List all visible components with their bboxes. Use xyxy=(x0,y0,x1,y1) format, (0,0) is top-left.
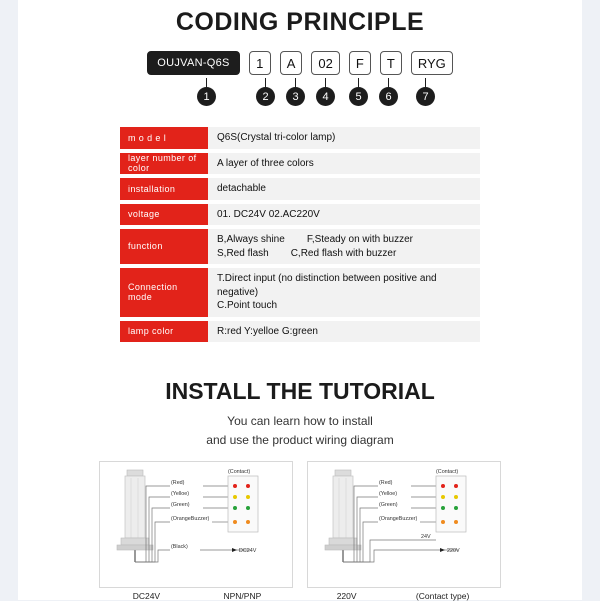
spec-table xyxy=(120,127,480,342)
svg-text:(Red): (Red) xyxy=(379,480,393,487)
tutorial-subtitle-line2: and use the product wiring diagram xyxy=(206,432,394,447)
bullet-2-label: 2 xyxy=(262,90,269,103)
tutorial-subtitle xyxy=(18,412,582,449)
spec-row-voltage xyxy=(120,204,480,226)
bullet-3-label: 3 xyxy=(292,90,299,103)
svg-text:(Yelloe): (Yelloe) xyxy=(171,491,190,498)
tick-5 xyxy=(358,78,359,87)
bullet-1-label: 1 xyxy=(203,90,210,103)
spec-value-layer: A layer of three colors xyxy=(208,153,480,175)
spec-row-layer xyxy=(120,153,480,175)
spec-row-lampcolor xyxy=(120,321,480,343)
spec-value-model: Q6S(Crystal tri-color lamp) xyxy=(208,127,480,149)
tick-6 xyxy=(388,78,389,87)
bullet-1 xyxy=(197,87,216,106)
code-chip-voltage: 02 xyxy=(311,51,339,75)
wiring-diagram-220v xyxy=(307,461,501,588)
code-chip-row xyxy=(18,51,582,75)
bullet-4 xyxy=(316,87,335,106)
tick-4 xyxy=(325,78,326,87)
caption-npn-pnp: NPN/PNP xyxy=(223,591,262,601)
tick-2 xyxy=(265,78,266,87)
caption-contact-type: (Contact type) xyxy=(415,591,470,601)
function-line1b: F,Steady on with buzzer xyxy=(306,234,413,245)
tick-3 xyxy=(295,78,296,87)
spec-key-model: m o d e l xyxy=(120,127,208,149)
wiring-diagrams xyxy=(18,461,582,588)
tick-7 xyxy=(425,78,426,87)
svg-text:(OrangeBuzzer): (OrangeBuzzer) xyxy=(379,516,418,523)
connection-line1: T.Direct input (no distinction between positive and negative) xyxy=(217,273,437,298)
function-line2b: C,Red flash with buzzer xyxy=(290,247,397,259)
caption-dc24v: DC24V xyxy=(132,591,161,601)
svg-text:(OrangeBuzzer): (OrangeBuzzer) xyxy=(171,516,210,523)
svg-text:(Green): (Green) xyxy=(379,502,398,509)
svg-text:220V: 220V xyxy=(447,548,460,555)
spec-key-layer: layer number of color xyxy=(120,153,208,175)
svg-text:(Yelloe): (Yelloe) xyxy=(379,491,398,498)
wiring-svg-right xyxy=(308,462,500,587)
spec-key-voltage: voltage xyxy=(120,204,208,226)
code-bullet-row xyxy=(18,79,582,113)
spec-key-installation: installation xyxy=(120,178,208,200)
spec-value-installation: detachable xyxy=(208,178,480,200)
code-chip-lampcolor: RYG xyxy=(411,51,453,75)
bullet-3 xyxy=(286,87,305,106)
svg-text:(Red): (Red) xyxy=(171,480,185,487)
spec-value-function xyxy=(208,229,480,264)
page-canvas xyxy=(18,0,582,600)
function-line2a: S,Red flash xyxy=(217,247,269,259)
svg-text:(Contact): (Contact) xyxy=(436,469,459,476)
bullet-5 xyxy=(349,87,368,106)
code-chip-installation: A xyxy=(280,51,303,75)
tutorial-subtitle-line1: You can learn how to install xyxy=(227,414,373,428)
spec-key-function: function xyxy=(120,229,208,264)
bullet-4-label: 4 xyxy=(322,90,329,103)
page-title: CODING PRINCIPLE xyxy=(175,8,425,36)
code-chip-layer: 1 xyxy=(249,51,271,75)
bullet-5-label: 5 xyxy=(355,90,362,103)
caption-220v: 220V xyxy=(336,591,357,601)
code-chip-connection: T xyxy=(380,51,402,75)
spec-value-voltage: 01. DC24V 02.AC220V xyxy=(208,204,480,226)
function-line1a: B,Always shine xyxy=(217,234,285,245)
spec-key-lampcolor: lamp color xyxy=(120,321,208,343)
tutorial-title: INSTALL THE TUTORIAL xyxy=(165,378,435,404)
spec-row-model xyxy=(120,127,480,149)
svg-text:(Contact): (Contact) xyxy=(228,469,251,476)
bullet-7-label: 7 xyxy=(422,90,429,103)
spec-value-lampcolor: R:red Y:yelloe G:green xyxy=(208,321,480,343)
code-chip-function: F xyxy=(349,51,371,75)
connection-line2: C.Point touch xyxy=(217,300,278,311)
bullet-6 xyxy=(379,87,398,106)
svg-text:24V: 24V xyxy=(421,534,431,541)
spec-value-connection xyxy=(208,268,480,317)
tick-1 xyxy=(206,78,207,87)
spec-row-connection xyxy=(120,268,480,317)
spec-row-installation xyxy=(120,178,480,200)
bullet-7 xyxy=(416,87,435,106)
wiring-svg-left xyxy=(100,462,292,587)
code-chip-model: OUJVAN-Q6S xyxy=(147,51,239,75)
svg-text:(Green): (Green) xyxy=(171,502,190,509)
spec-key-connection: Connection mode xyxy=(120,268,208,317)
bullet-6-label: 6 xyxy=(385,90,392,103)
bullet-2 xyxy=(256,87,275,106)
spec-row-function xyxy=(120,229,480,264)
svg-text:(Black): (Black) xyxy=(171,544,188,551)
wiring-diagram-dc24v xyxy=(99,461,293,588)
svg-text:DC24V: DC24V xyxy=(239,548,257,555)
